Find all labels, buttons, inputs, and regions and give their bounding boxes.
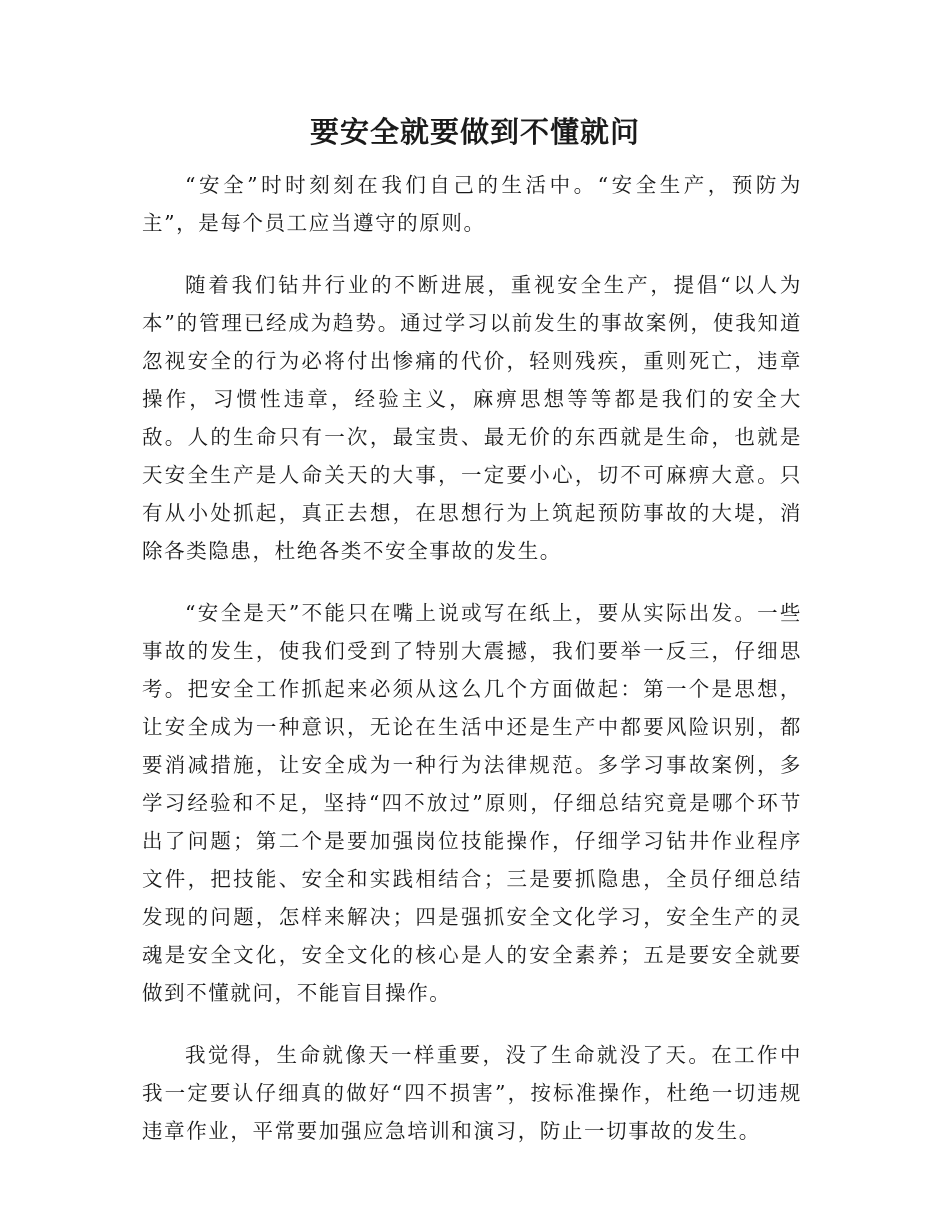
document-body — [142, 166, 802, 1174]
paragraph-2: 随着我们钻井行业的不断进展，重视安全生产，提倡“以人为本”的管理已经成为趋势。通过学习以前发生的事故案例，使我知道忽视安全的行为必将付出惨痛的代价，轻则残疾，重则死亡，违章操作，习惯性违章，经验主义，麻痹思想等等都是我们的安全大敌。人的生命只有一次，最宝贵、最无价的东西就是生命，也就是天安全生产是人命关天的大事，一定要小心，切不可麻痹大意。只有从小处抓起，真正去想，在思想行为上筑起预防事故的大堤，消除各类隐患，杜绝各类不安全事故的发生。 — [142, 273, 802, 563]
paragraph-1: “安全”时时刻刻在我们自己的生活中。“安全生产，预防为主”，是每个员工应当遵守的原则。 — [142, 173, 802, 235]
document-title: 要安全就要做到不懂就问 — [309, 115, 640, 149]
paragraph-3: “安全是天”不能只在嘴上说或写在纸上，要从实际出发。一些事故的发生，使我们受到了特别大震撼，我们要举一反三，仔细思考。把安全工作抓起来必须从这么几个方面做起：第一个是思想，让安全成为一种意识，无论在生活中还是生产中都要风险识别，都要消减措施，让安全成为一种行为法律规范。多学习事故案例，多学习经验和不足，坚持“四不放过”原则，仔细总结究竟是哪个环节出了问题；第二个是要加强岗位技能操作，仔细学习钻井作业程序文件，把技能、安全和实践相结合；三是要抓隐患，全员仔细总结发现的问题，怎样来解决；四是强抓安全文化学习，安全生产的灵魂是安全文化，安全文化的核心是人的安全素养；五是要安全就要做到不懂就问，不能盲目操作。 — [142, 601, 802, 1005]
paragraph-4: 我觉得，生命就像天一样重要，没了生命就没了天。在工作中我一定要认仔细真的做好“四不损害”，按标准操作，杜绝一切违规违章作业，平常要加强应急培训和演习，防止一切事故的发生。 — [142, 1043, 802, 1143]
